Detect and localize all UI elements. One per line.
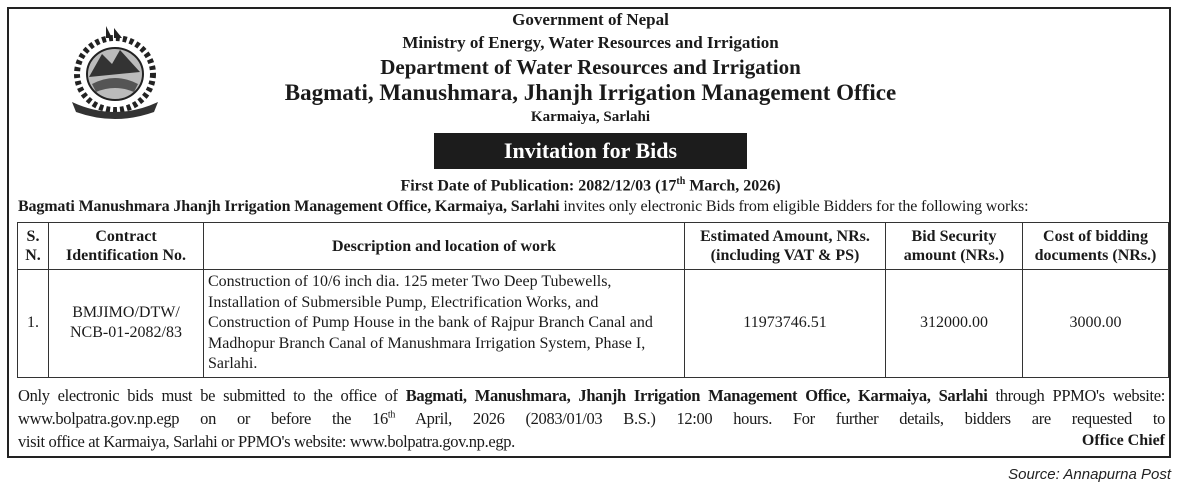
cell-cost: 3000.00 xyxy=(1023,270,1169,378)
header-sn: S. N. xyxy=(18,223,49,270)
intro-text: Bagmati Manushmara Jhanjh Irrigation Management Office, Karmaiya, Sarlahi invites only electronic Bids from eligible Bidders for the following works: xyxy=(18,198,1029,215)
header-estimated: Estimated Amount, NRs. (including VAT & PS) xyxy=(685,223,886,270)
bid-table xyxy=(17,222,1169,378)
cell-estimated: 11973746.51 xyxy=(685,270,886,378)
submission-instructions: Only electronic bids must be submitted to the office of Bagmati, Manushmara, Jhanjh Irrigation Management Office, Karmaiya, Sarlahi through PPMO's website: www.bolpatra.gov.np.egp on or before the 16th April, 2026 (2083/01/03 B.S.) 12:00 hours. For further details, bidders are requested to visit office at Karmaiya, Sarlahi or PPMO's website: www.bolpatra.gov.np.egp. xyxy=(18,386,1165,451)
footer-last-line: visit office at Karmaiya, Sarlahi or PPMO's website: www.bolpatra.gov.np.egp. xyxy=(18,432,515,451)
cell-description: Construction of 10/6 inch dia. 125 meter Two Deep Tubewells, Installation of Submersible Pump, Electrification Works, and Construction of Pump House in the bank of Rajpur Branch Canal and Madhopur Branch Canal of Manushmara Irrigation System, Phase I, Sarlahi. xyxy=(204,270,685,378)
cell-security: 312000.00 xyxy=(886,270,1023,378)
location-line: Karmaiya, Sarlahi xyxy=(530,109,651,125)
office-line: Bagmati, Manushmara, Jhanjh Irrigation Management Office xyxy=(284,80,897,105)
publication-date: First Date of Publication: 2082/12/03 (17th March, 2026) xyxy=(400,176,781,195)
source-credit: Source: Annapurna Post xyxy=(1008,466,1171,483)
header-contract: Contract Identification No. xyxy=(49,223,204,270)
table-header-row xyxy=(18,223,1169,270)
cell-sn: 1. xyxy=(18,270,49,378)
header-cost: Cost of bidding documents (NRs.) xyxy=(1023,223,1169,270)
table-row xyxy=(18,270,1169,378)
ministry-line: Ministry of Energy, Water Resources and Irrigation xyxy=(402,33,779,52)
header-security: Bid Security amount (NRs.) xyxy=(886,223,1023,270)
notice-title-banner: Invitation for Bids xyxy=(434,133,747,169)
government-line: Government of Nepal xyxy=(512,10,669,29)
header-description: Description and location of work xyxy=(204,223,685,270)
cell-contract: BMJIMO/DTW/ NCB-01-2082/83 xyxy=(49,270,204,378)
signature-office-chief: Office Chief xyxy=(1081,432,1165,449)
department-line: Department of Water Resources and Irrigation xyxy=(380,55,801,79)
